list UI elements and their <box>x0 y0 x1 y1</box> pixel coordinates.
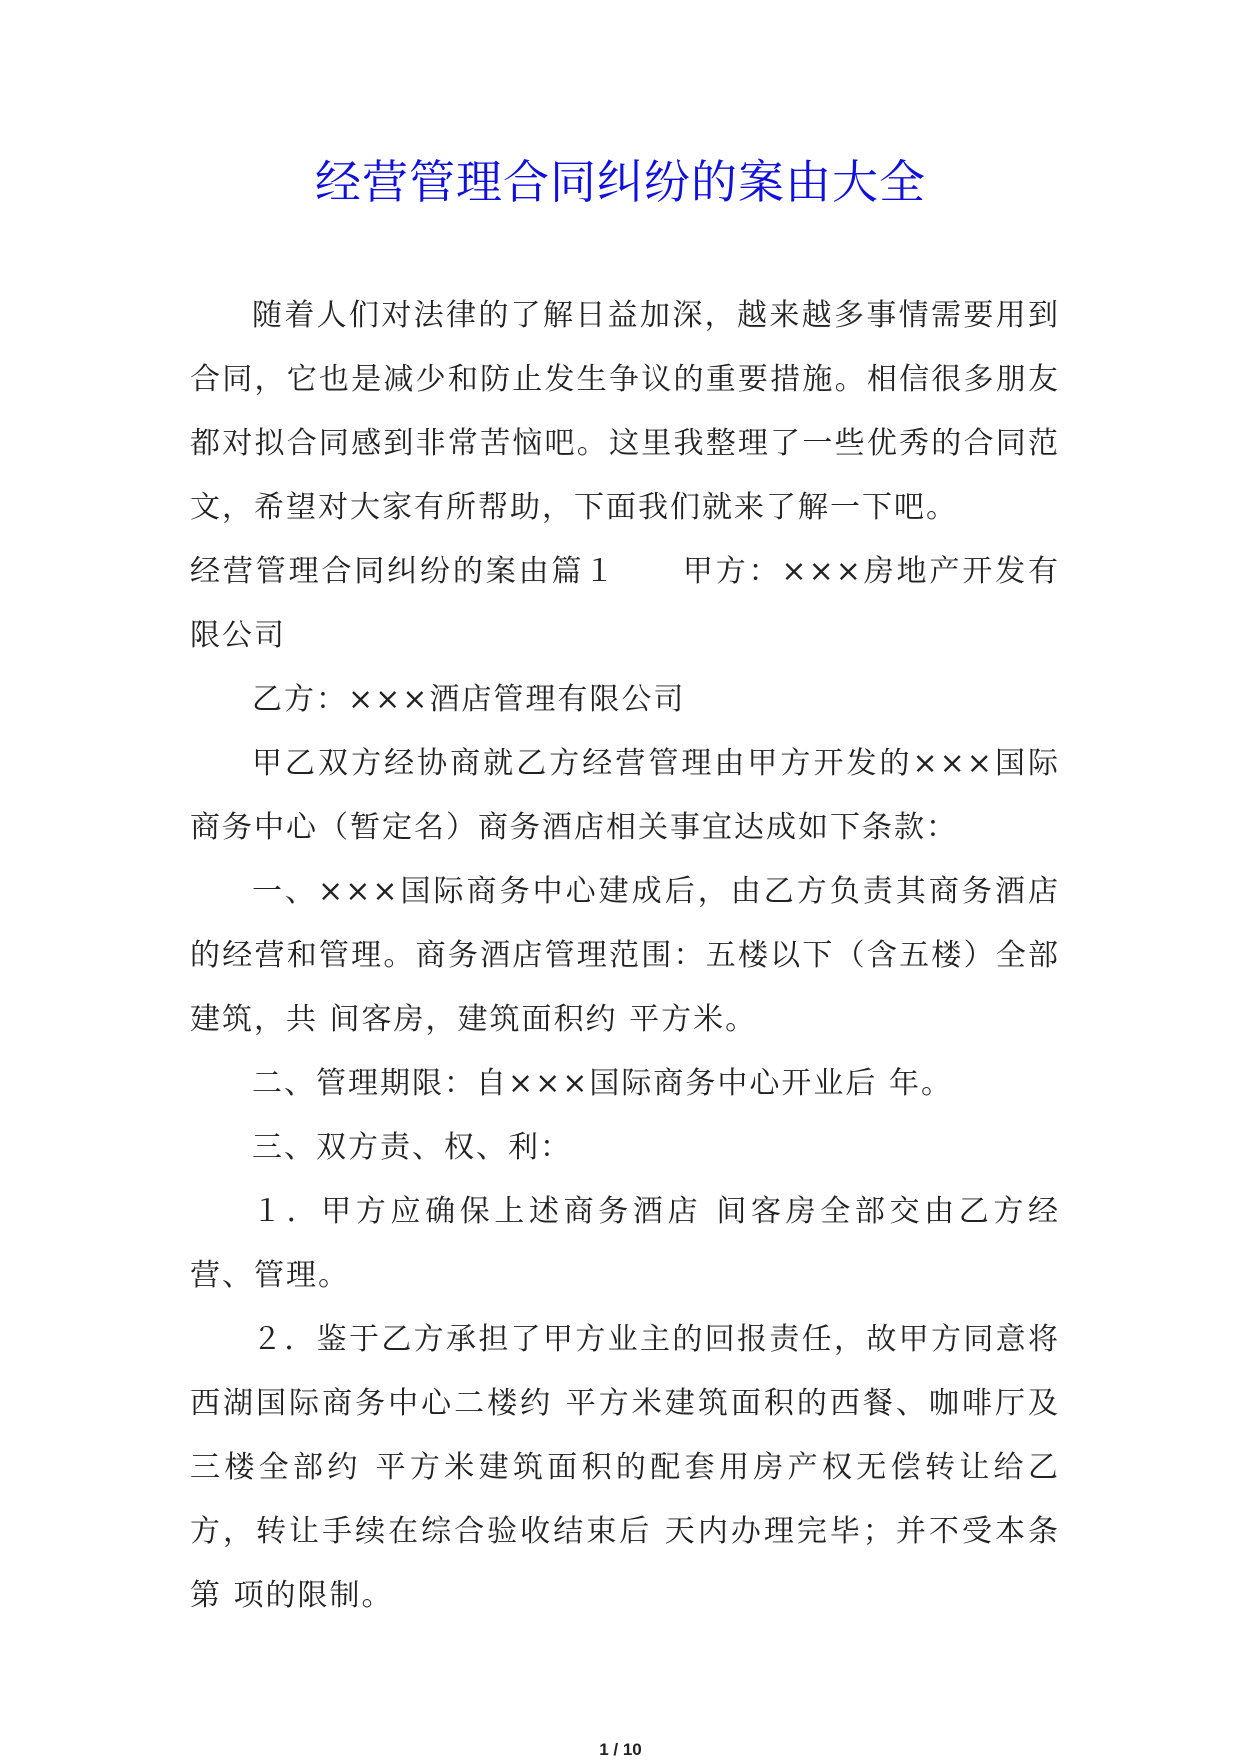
paragraph: 三、双方责、权、利： <box>252 1130 572 1165</box>
paragraph: 经营管理合同纠纷的案由篇１ 甲方：×××房地产开发有限公司 <box>190 554 1060 653</box>
paragraph: 甲乙双方经协商就乙方经营管理由甲方开发的×××国际商务中心（暂定名）商务酒店相关事宜达成如下条款： <box>190 746 1060 845</box>
paragraph: ２．鉴于乙方承担了甲方业主的回报责任，故甲方同意将西湖国际商务中心二楼约 平方米建筑面积的西餐、咖啡厅及三楼全部约 平方米建筑面积的配套用房产权无偿转让给乙方，转让手续在综合验收结束后 天内办理完毕；并不受本条第 项的限制。 <box>190 1322 1060 1613</box>
document-body <box>190 284 1060 1628</box>
paragraph: 一、×××国际商务中心建成后，由乙方负责其商务酒店的经营和管理。商务酒店管理范围：五楼以下（含五楼）全部建筑，共 间客房，建筑面积约 平方米。 <box>190 874 1060 1037</box>
page-number: 1 / 10 <box>599 1740 642 1759</box>
paragraph: 乙方：×××酒店管理有限公司 <box>252 682 686 717</box>
paragraph: 随着人们对法律的了解日益加深，越来越多事情需要用到合同，它也是减少和防止发生争议的重要措施。相信很多朋友都对拟合同感到非常苦恼吧。这里我整理了一些优秀的合同范文，希望对大家有所帮助，下面我们就来了解一下吧。 <box>190 298 1060 525</box>
paragraph: １．甲方应确保上述商务酒店 间客房全部交由乙方经营、管理。 <box>190 1194 1060 1293</box>
document-title: 经营管理合同纠纷的案由大全 <box>315 155 926 209</box>
paragraph: 二、管理期限：自×××国际商务中心开业后 年。 <box>252 1066 953 1101</box>
